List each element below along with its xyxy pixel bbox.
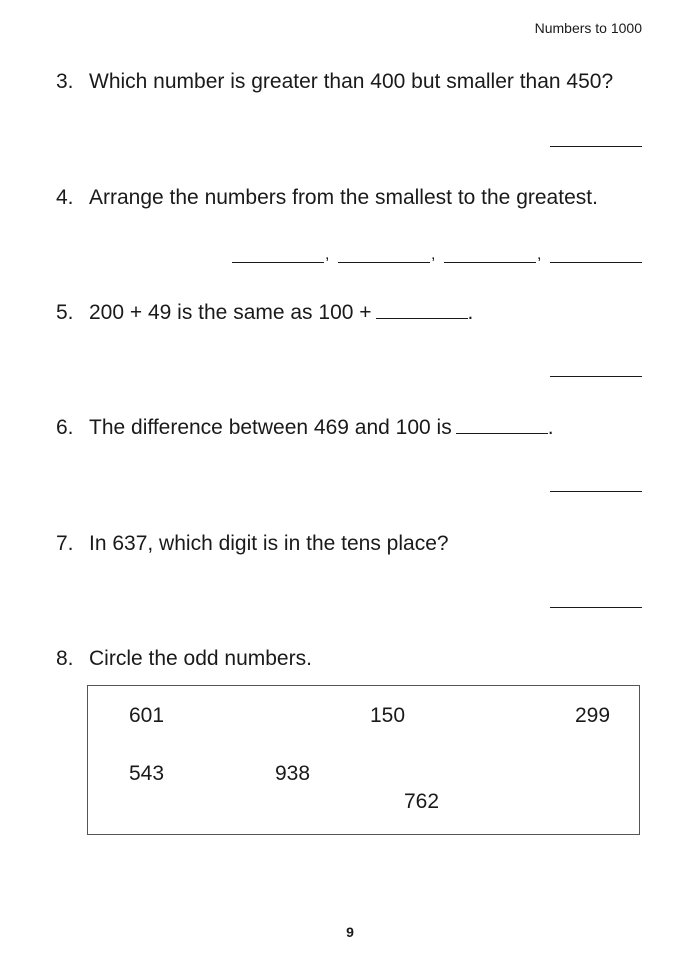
page-number: 9 [346, 924, 354, 940]
number-option[interactable]: 938 [275, 762, 311, 785]
question-number: 3. [56, 70, 74, 93]
question-7 [56, 531, 449, 557]
odd-numbers-box [87, 685, 640, 835]
question-number: 6. [56, 416, 74, 439]
comma-separator: , [537, 246, 542, 263]
number-option[interactable]: 762 [404, 790, 440, 813]
question-number: 8. [56, 647, 74, 670]
answer-blank-q7[interactable] [550, 607, 642, 608]
inline-answer-blank-q5[interactable] [376, 300, 468, 319]
question-text: The difference between 469 and 100 is [89, 416, 452, 439]
question-period: . [547, 416, 554, 439]
question-number: 5. [56, 301, 74, 324]
arrange-answer-row [232, 247, 642, 263]
question-6 [56, 415, 554, 441]
arrange-blank-1[interactable] [232, 248, 324, 263]
arrange-blank-4[interactable] [550, 248, 642, 263]
number-option[interactable]: 543 [129, 762, 165, 785]
question-5 [56, 300, 473, 326]
question-number: 7. [56, 532, 74, 555]
question-number: 4. [56, 186, 74, 209]
question-text: Arrange the numbers from the smallest to the greatest. [89, 186, 598, 209]
arrange-blank-2[interactable] [338, 248, 430, 263]
number-option[interactable]: 601 [129, 704, 165, 727]
answer-blank-q3[interactable] [550, 146, 642, 147]
question-4 [56, 185, 598, 211]
question-text: 200 + 49 is the same as 100 + [89, 301, 372, 324]
number-option[interactable]: 299 [575, 704, 611, 727]
arrange-blank-3[interactable] [444, 248, 536, 263]
answer-blank-q6[interactable] [550, 491, 642, 492]
number-option[interactable]: 150 [370, 704, 406, 727]
question-3 [56, 69, 613, 95]
question-text: In 637, which digit is in the tens place? [89, 532, 449, 555]
question-text: Which number is greater than 400 but smaller than 450? [89, 70, 614, 93]
answer-blank-q5[interactable] [550, 376, 642, 377]
inline-answer-blank-q6[interactable] [456, 415, 548, 434]
page-header-title: Numbers to 1000 [534, 20, 642, 36]
question-8 [56, 646, 312, 672]
question-period: . [467, 301, 474, 324]
comma-separator: , [325, 246, 330, 263]
comma-separator: , [431, 246, 436, 263]
question-text: Circle the odd numbers. [89, 647, 312, 670]
